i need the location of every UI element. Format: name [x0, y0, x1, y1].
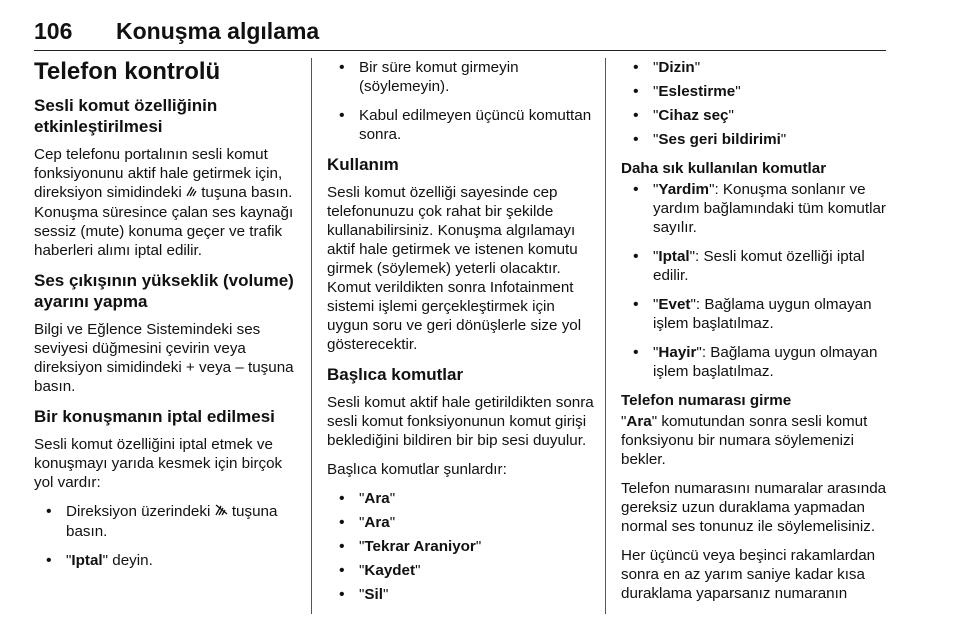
paragraph: "Ara" komutundan sonra sesli komut fonksiyonu bir numara söylemenizi bekler.	[621, 413, 868, 468]
list-item: • "Yardim": Konuşma sonlanır ve yardım bağlamındaki tüm komutlar sayılır.	[621, 180, 891, 237]
list-item: • "Evet": Bağlama uygun olmayan işlem başlatılmaz.	[621, 295, 891, 333]
bullet-list	[621, 180, 891, 381]
list-item: • "Tekrar Araniyor"	[327, 537, 595, 556]
list-item: • "Kaydet"	[327, 561, 595, 580]
command-list	[327, 489, 595, 604]
voice-cancel-icon	[215, 503, 228, 522]
paragraph: Her üçüncü veya beşinci rakamlardan sonra en az yarım saniye kadar kısa duraklama yaparsanız numaranın	[621, 547, 876, 602]
paragraph: Sesli komut özelliğini iptal etmek ve konuşmayı yarıda kesmek için birçok yol vardır:	[34, 436, 283, 491]
list-item: • "Iptal" deyin.	[34, 551, 302, 570]
list-item: • "Eslestirme"	[621, 82, 891, 101]
column-left	[34, 58, 302, 580]
bullet-list	[327, 58, 595, 144]
list-item: • Bir süre komut girmeyin (söylemeyin).	[327, 58, 595, 96]
list-item: • "Hayir": Bağlama uygun olmayan işlem başlatılmaz.	[621, 343, 891, 381]
command-list	[621, 58, 891, 149]
paragraph: Sesli komut aktif hale getirildikten sonra sesli komut fonksiyonunun komut girişi beklediğini bildiren bir bip sesi duyulur.	[327, 394, 594, 449]
heading-cancel: Bir konuşmanın iptal edilmesi	[34, 407, 275, 426]
column-middle	[327, 58, 595, 614]
list-item: • "Ara"	[327, 513, 595, 532]
heading-voice-activation: Sesli komut özelliğinin etkinleştirilmesi	[34, 96, 218, 136]
list-item: • "Ses geri bildirimi"	[621, 130, 891, 149]
bullet-list	[34, 502, 302, 570]
page-number: 106	[34, 18, 73, 44]
column-divider	[311, 58, 312, 614]
paragraph: Bilgi ve Eğlence Sistemindeki ses seviyesi düğmesini çevirin veya direksiyon simidindeki + veya – tuşuna basın.	[34, 321, 294, 395]
heading-main-commands: Başlıca komutlar	[327, 365, 464, 384]
paragraph: Başlıca komutlar şunlardır:	[327, 461, 507, 478]
heading-frequent-commands: Daha sık kullanılan komutlar	[621, 160, 827, 177]
list-item: • "Ara"	[327, 489, 595, 508]
heading-volume: Ses çıkışının yükseklik (volume) ayarını yapma	[34, 271, 294, 311]
list-item: • "Cihaz seç"	[621, 106, 891, 125]
list-item: • Direksiyon üzerindeki tuşuna basın.	[34, 502, 302, 541]
paragraph: Sesli komut özelliği sayesinde cep telefonunuzu çok rahat bir şekilde kullanabilirsiniz. Konuşma algılamayı aktif hale getirmek ve istenen komutu girmek (söylemek) yeterli olacaktır. Komut verildikten sonra Infotainment sistemi işlemi gerçekleştirmek için uygun soru ve geri dönüşlerle size yol gösterecektir.	[327, 184, 582, 353]
list-item: • "Dizin"	[621, 58, 891, 77]
list-item: • "Iptal": Sesli komut özelliği iptal edilir.	[621, 247, 891, 285]
page-header	[34, 10, 886, 51]
paragraph: Cep telefonu portalının sesli komut fonksiyonunu aktif hale getirmek için, direksiyon simidindeki tuşuna basın. Konuşma süresince çalan ses kaynağı sessiz (mute) konuma geçer ve trafik haberleri alımı iptal edilir.	[34, 146, 294, 259]
chapter-title: Konuşma algılama	[116, 18, 320, 44]
heading-phone-number: Telefon numarası girme	[621, 392, 792, 409]
list-item: • "Sil"	[327, 585, 595, 604]
paragraph: Telefon numarasını numaralar arasında gereksiz uzun duraklama yapmadan normal ses tonunuz ile söylemelisiniz.	[621, 480, 887, 535]
column-divider	[605, 58, 606, 614]
list-item: • Kabul edilmeyen üçüncü komuttan sonra.	[327, 106, 595, 144]
heading-usage: Kullanım	[327, 155, 399, 174]
column-right	[621, 58, 891, 613]
voice-command-icon	[186, 184, 197, 203]
section-title: Telefon kontrolü	[34, 58, 221, 85]
